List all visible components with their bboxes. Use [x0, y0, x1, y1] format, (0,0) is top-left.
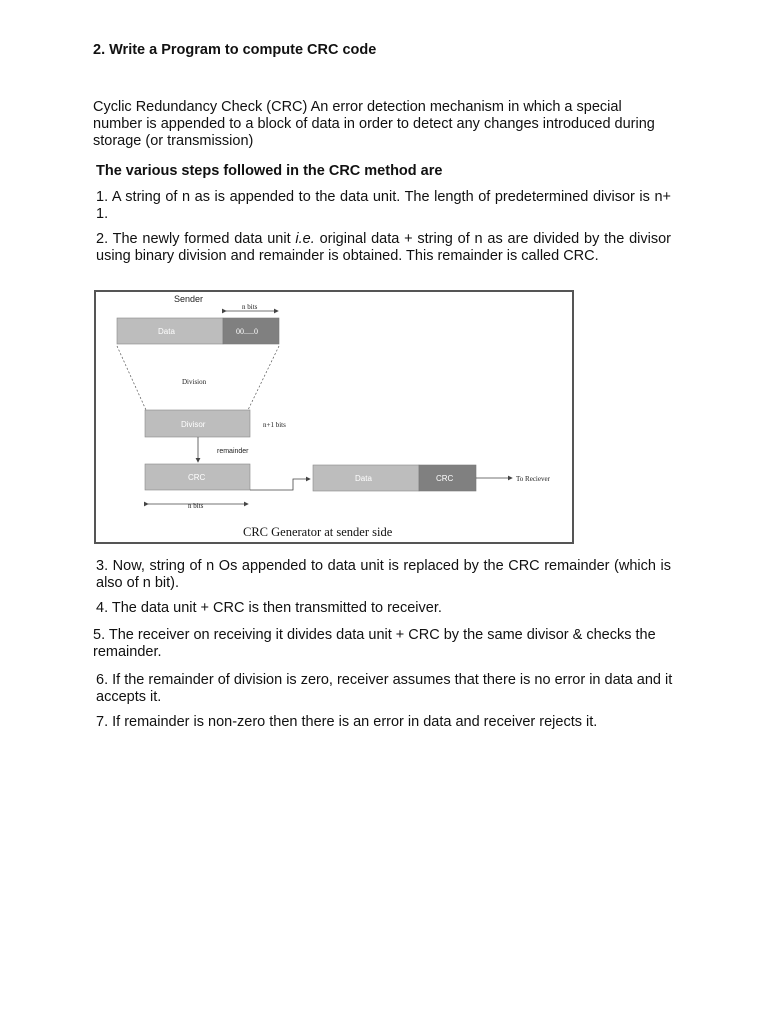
- to-receiver-label: To Reciever: [516, 475, 550, 483]
- n1-bits-label: n+1 bits: [263, 421, 286, 429]
- step-6: 6. If the remainder of division is zero, receiver assumes that there is no error in data and it accepts it.: [96, 672, 673, 705]
- step-1: 1. A string of n as is appended to the data unit. The length of predetermined divisor is n+ 1.: [96, 189, 671, 222]
- step-3: 3. Now, string of n Os appended to data unit is replaced by the CRC remainder (which is also of n bit).: [96, 558, 671, 591]
- intro-paragraph: Cyclic Redundancy Check (CRC) An error detection mechanism in which a special number is appended to a block of data in order to detect any changes introduced during storage (or transmission): [93, 99, 655, 149]
- crc-block-label: CRC: [188, 473, 206, 482]
- n-bits-top-label: n bits: [242, 303, 258, 311]
- divisor-block-label: Divisor: [181, 420, 206, 429]
- crc-generator-diagram: [94, 290, 574, 544]
- step-4: 4. The data unit + CRC is then transmitted to receiver.: [96, 600, 442, 616]
- step-7: 7. If remainder is non-zero then there is an error in data and receiver rejects it.: [96, 714, 598, 730]
- frame-data-label: Data: [355, 474, 372, 483]
- step-2-text-start: 2. The newly formed data unit: [96, 231, 296, 247]
- figure-caption: CRC Generator at sender side: [243, 525, 393, 539]
- step-5: 5. The receiver on receiving it divides data unit + CRC by the same divisor & checks the remainder.: [93, 627, 656, 660]
- crc-to-frame-arrow: [250, 479, 310, 490]
- data-block-label: Data: [158, 327, 175, 336]
- division-left-guide: [117, 346, 146, 410]
- remainder-label: remainder: [217, 448, 249, 455]
- step-2-text-end: original data + string of n as are divided by the divisor using binary division and remainder is obtained. This remainder is called CRC.: [96, 231, 671, 264]
- n-bits-bottom-label: n bits: [188, 502, 204, 510]
- frame-crc-label: CRC: [436, 474, 454, 483]
- page-title: 2. Write a Program to compute CRC code: [93, 42, 377, 58]
- division-right-guide: [248, 346, 279, 410]
- division-label: Division: [182, 378, 207, 386]
- step-2: [96, 231, 671, 265]
- steps-heading: The various steps followed in the CRC method are: [96, 163, 443, 179]
- step-2-italic: i.e.: [295, 231, 315, 247]
- zeros-block-label: 00.....0: [236, 327, 258, 336]
- sender-label: Sender: [174, 294, 204, 304]
